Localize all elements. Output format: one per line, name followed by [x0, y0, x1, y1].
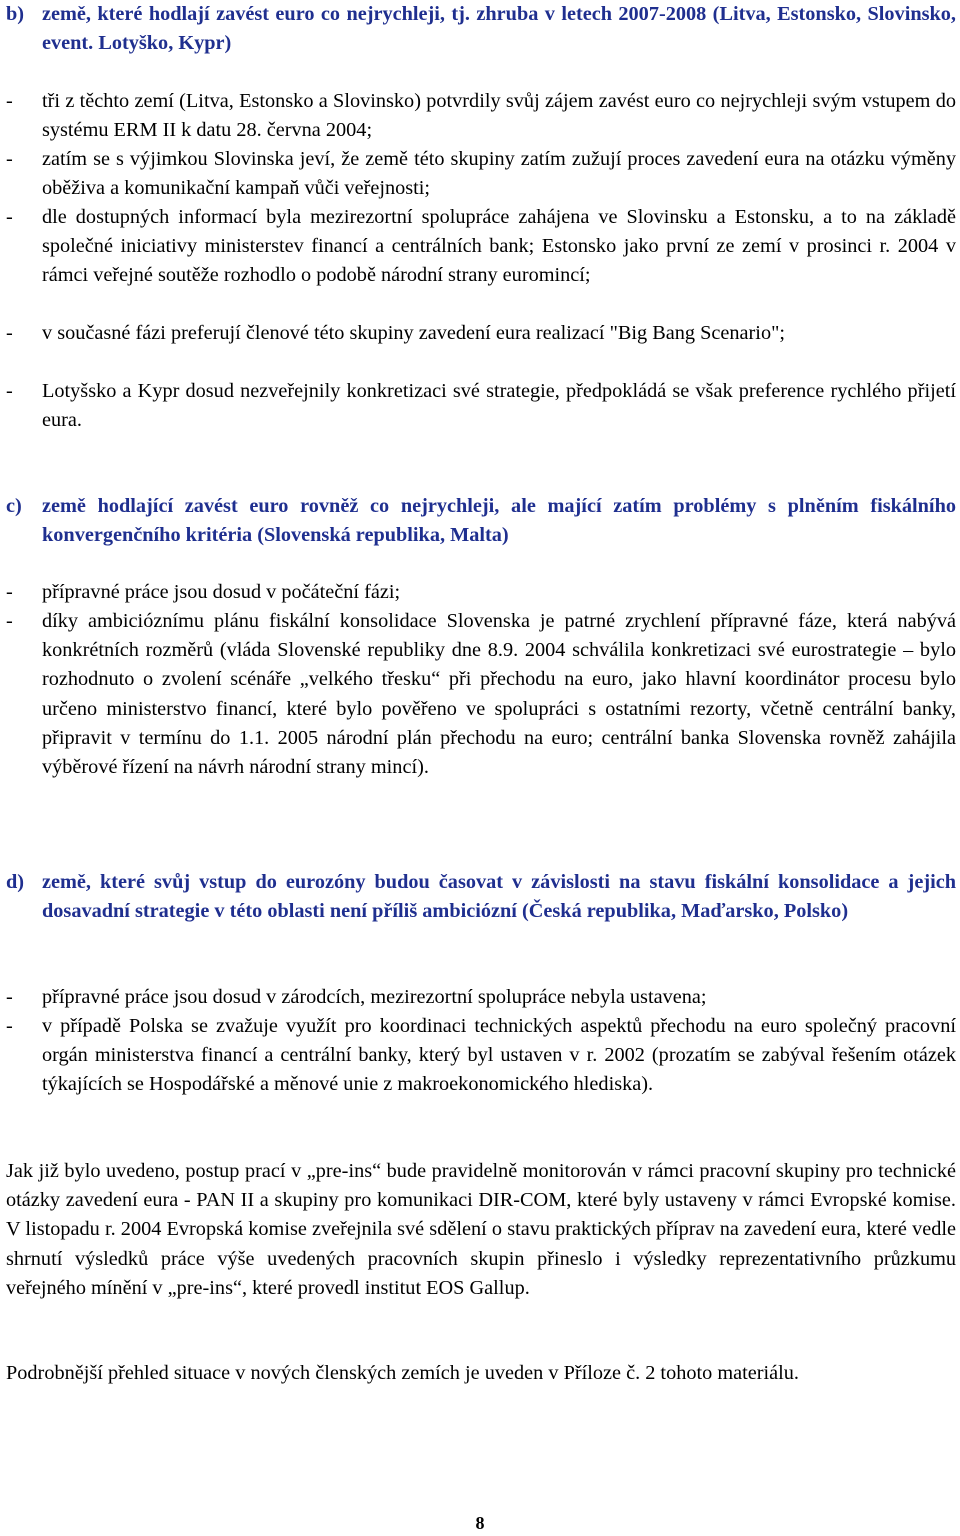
section-d-bullet-2 [6, 1012, 956, 1100]
bullet-text: v současné fázi preferují členové této skupiny zavedení eura realizací "Big Bang Scenario"; [42, 322, 785, 344]
closing-paragraph-1: Jak již bylo uvedeno, postup prací v „pre-ins“ bude pravidelně monitorován v rámci pracovní skupiny pro technické otázky zavedení eura - PAN II a skupiny pro komunikaci DIR-COM, které byly ustaveny v rámci Evropské komise. V listopadu r. 2004 Evropská komise zveřejnila své sdělení o stavu praktických příprav na zavedení eura, které vedle shrnutí výsledků práce výše uvedených pracovních skupin přineslo i výsledky reprezentativního průzkumu veřejného mínění v „pre-ins“, které provedl institut EOS Gallup. [6, 1160, 956, 1299]
bullet-text: díky ambicióznímu plánu fiskální konsolidace Slovenska je patrné zrychlení přípravné fáze, která nabývá konkrétních rozměrů (vláda Slovenské republiky dne 8.9. 2004 schválila konkretizaci své eurostrategie – bylo rozhodnuto o zvolení scénáře „velkého třesku“ při přechodu na euro, jako hlavní koordinátor procesu bylo určeno ministerstvo financí, které bylo pověřeno ve spolupráci s ostatními rezorty, včetně centrální banky, připravit v termínu do 1.1. 2005 národní plán přechodu na euro; centrální banka Slovenska rovněž zahájila výběrové řízení na návrh národní strany mincí). [42, 610, 956, 779]
bullet-text: v případě Polska se zvažuje využít pro koordinaci technických aspektů přechodu na euro společný pracovní orgán ministerstva financí a centrální banky, který byl ustaven v r. 2002 (prozatím se zabýval řešením otázek týkajících se Hospodářské a měnové unie z makroekonomického hlediska). [42, 1015, 956, 1096]
section-d-heading [6, 868, 956, 926]
section-b-bullet-5 [6, 377, 956, 435]
section-c-letter: c) [6, 495, 22, 517]
dash-mark: - [6, 206, 13, 228]
section-b-bullet-4 [6, 319, 956, 348]
section-d-letter: d) [6, 871, 25, 893]
bullet-text: přípravné práce jsou dosud v zárodcích, mezirezortní spolupráce nebyla ustavena; [42, 986, 707, 1008]
bullet-text: dle dostupných informací byla mezirezortní spolupráce zahájena ve Slovinsku a Estonsku, a to na základě společné iniciativy ministerstev financí a centrálních bank; Estonsko jako první ze zemí v prosinci r. 2004 v rámci veřejné soutěže rozhodlo o podobě národní strany euromincí; [42, 206, 956, 287]
section-c-bullet-1 [6, 578, 956, 607]
section-d-heading-text: země, které svůj vstup do eurozóny budou časovat v závislosti na stavu fiskální konsolidace a jejich dosavadní strategie v této oblasti není příliš ambiciózní (Česká republika, Maďarsko, Polsko) [42, 871, 956, 923]
bullet-text: zatím se s výjimkou Slovinska jeví, že země této skupiny zatím zužují proces zavedení eura na otázku výměny oběživa a komunikační kampaň vůči veřejnosti; [42, 148, 956, 200]
dash-mark: - [6, 380, 13, 402]
closing-paragraph-2: Podrobnější přehled situace v nových členských zemích je uveden v Příloze č. 2 tohoto materiálu. [6, 1362, 799, 1384]
dash-mark: - [6, 322, 13, 344]
bullet-text: Lotyšsko a Kypr dosud nezveřejnily konkretizaci své strategie, předpokládá se však preference rychlého přijetí eura. [42, 380, 956, 432]
section-d-bullet-1 [6, 983, 956, 1012]
dash-mark: - [6, 986, 13, 1008]
section-c-bullet-2 [6, 607, 956, 782]
dash-mark: - [6, 148, 13, 170]
section-b-bullet-3 [6, 203, 956, 291]
section-b-letter: b) [6, 3, 25, 25]
dash-mark: - [6, 90, 13, 112]
section-b-bullet-2 [6, 145, 956, 203]
section-b-bullet-1 [6, 87, 956, 145]
bullet-text: tři z těchto zemí (Litva, Estonsko a Slovinsko) potvrdily svůj zájem zavést euro co nejrychleji svým vstupem do systému ERM II k datu 28. června 2004; [42, 90, 956, 142]
bullet-text: přípravné práce jsou dosud v počáteční fázi; [42, 581, 401, 603]
dash-mark: - [6, 1015, 13, 1037]
section-c-heading-text: země hodlající zavést euro rovněž co nejrychleji, ale mající zatím problémy s plněním fiskálního konvergenčního kritéria (Slovenská republika, Malta) [42, 495, 956, 547]
section-c-heading [6, 492, 956, 550]
dash-mark: - [6, 610, 13, 632]
page-number: 8 [475, 1513, 485, 1533]
section-b-heading [6, 0, 956, 58]
dash-mark: - [6, 581, 13, 603]
section-b-heading-text: země, které hodlají zavést euro co nejrychleji, tj. zhruba v letech 2007-2008 (Litva, Estonsko, Slovinsko, event. Lotyško, Kypr) [42, 3, 956, 55]
